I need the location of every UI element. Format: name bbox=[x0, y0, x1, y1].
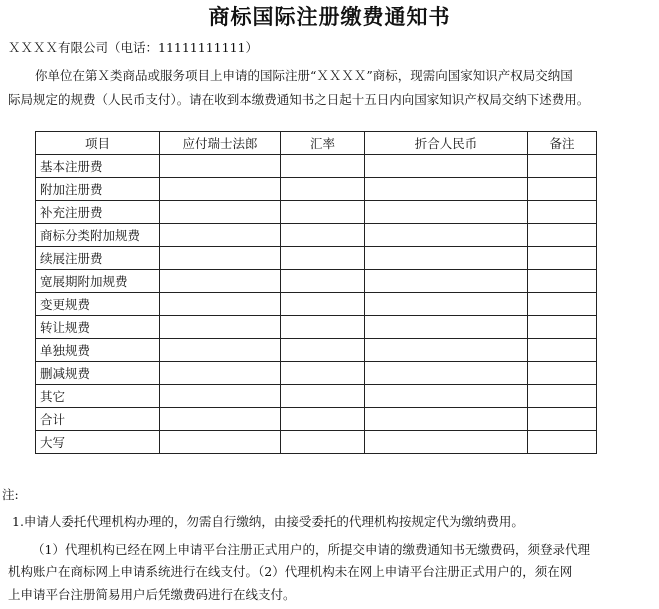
chf-amount-cell bbox=[160, 201, 281, 224]
rmb-amount-cell bbox=[365, 178, 528, 201]
remarks-cell bbox=[528, 385, 597, 408]
remarks-cell bbox=[528, 431, 597, 454]
rmb-amount-cell bbox=[365, 316, 528, 339]
fee-item-label: 转让规费 bbox=[36, 316, 160, 339]
chf-amount-cell bbox=[160, 293, 281, 316]
remarks-cell bbox=[528, 201, 597, 224]
fee-item-label: 商标分类附加规费 bbox=[36, 224, 160, 247]
fee-item-label: 续展注册费 bbox=[36, 247, 160, 270]
fee-item-label: 单独规费 bbox=[36, 339, 160, 362]
remarks-cell bbox=[528, 316, 597, 339]
rmb-amount-cell bbox=[365, 155, 528, 178]
chf-amount-cell bbox=[160, 224, 281, 247]
recipient-line: ＸＸＸＸ有限公司（电话：11111111111） bbox=[8, 40, 258, 55]
table-row bbox=[36, 293, 597, 316]
table-row bbox=[36, 316, 597, 339]
exchange-rate-cell bbox=[281, 178, 365, 201]
rmb-amount-cell bbox=[365, 270, 528, 293]
rmb-amount-cell bbox=[365, 385, 528, 408]
chf-amount-cell bbox=[160, 270, 281, 293]
table-row bbox=[36, 201, 597, 224]
rmb-amount-cell bbox=[365, 247, 528, 270]
remarks-cell bbox=[528, 293, 597, 316]
header-chf-amount: 应付瑞士法郎 bbox=[160, 132, 281, 155]
table-row bbox=[36, 431, 597, 454]
chf-amount-cell bbox=[160, 408, 281, 431]
exchange-rate-cell bbox=[281, 362, 365, 385]
chf-amount-cell bbox=[160, 316, 281, 339]
exchange-rate-cell bbox=[281, 431, 365, 454]
header-rmb-amount: 折合人民币 bbox=[365, 132, 528, 155]
chf-amount-cell bbox=[160, 385, 281, 408]
chf-amount-cell bbox=[160, 247, 281, 270]
exchange-rate-cell bbox=[281, 316, 365, 339]
exchange-rate-cell bbox=[281, 201, 365, 224]
rmb-amount-cell bbox=[365, 224, 528, 247]
intro-paragraph-line-1: 你单位在第Ｘ类商品或服务项目上申请的国际注册“ＸＸＸＸ”商标，现需向国家知识产权局交纳国 bbox=[35, 68, 573, 83]
table-row bbox=[36, 270, 597, 293]
document-title: 商标国际注册缴费通知书 bbox=[208, 5, 451, 29]
remarks-cell bbox=[528, 155, 597, 178]
header-remarks: 备注 bbox=[528, 132, 597, 155]
fee-item-label: 宽展期附加规费 bbox=[36, 270, 160, 293]
table-row bbox=[36, 362, 597, 385]
exchange-rate-cell bbox=[281, 339, 365, 362]
table-row bbox=[36, 247, 597, 270]
fee-item-label: 变更规费 bbox=[36, 293, 160, 316]
remarks-cell bbox=[528, 224, 597, 247]
remarks-cell bbox=[528, 339, 597, 362]
table-row bbox=[36, 178, 597, 201]
exchange-rate-cell bbox=[281, 408, 365, 431]
note-detail-line-1: （1）代理机构已经在网上申请平台注册正式用户的，所提交申请的缴费通知书无缴费码，须登录代理 bbox=[32, 542, 590, 557]
fee-item-label: 大写 bbox=[36, 431, 160, 454]
rmb-amount-cell bbox=[365, 339, 528, 362]
header-item: 项目 bbox=[36, 132, 160, 155]
exchange-rate-cell bbox=[281, 247, 365, 270]
fee-item-label: 其它 bbox=[36, 385, 160, 408]
remarks-cell bbox=[528, 270, 597, 293]
table-row bbox=[36, 224, 597, 247]
exchange-rate-cell bbox=[281, 293, 365, 316]
header-exchange-rate: 汇率 bbox=[281, 132, 365, 155]
exchange-rate-cell bbox=[281, 385, 365, 408]
table-row bbox=[36, 408, 597, 431]
rmb-amount-cell bbox=[365, 293, 528, 316]
fee-table bbox=[35, 131, 597, 454]
fee-item-label: 删减规费 bbox=[36, 362, 160, 385]
chf-amount-cell bbox=[160, 178, 281, 201]
fee-item-label: 补充注册费 bbox=[36, 201, 160, 224]
fee-item-label: 附加注册费 bbox=[36, 178, 160, 201]
intro-paragraph-line-2: 际局规定的规费（人民币支付）。请在收到本缴费通知书之日起十五日内向国家知识产权局交纳下述费用。 bbox=[8, 92, 590, 107]
note-item-1: 1.申请人委托代理机构办理的，勿需自行缴纳，由接受委托的代理机构按规定代为缴纳费用。 bbox=[12, 514, 524, 529]
remarks-cell bbox=[528, 178, 597, 201]
remarks-cell bbox=[528, 408, 597, 431]
chf-amount-cell bbox=[160, 339, 281, 362]
table-row bbox=[36, 385, 597, 408]
exchange-rate-cell bbox=[281, 224, 365, 247]
fee-item-label: 合计 bbox=[36, 408, 160, 431]
rmb-amount-cell bbox=[365, 201, 528, 224]
rmb-amount-cell bbox=[365, 362, 528, 385]
fee-item-label: 基本注册费 bbox=[36, 155, 160, 178]
note-detail-line-3: 上申请平台注册简易用户后凭缴费码进行在线支付。 bbox=[8, 587, 296, 602]
exchange-rate-cell bbox=[281, 155, 365, 178]
chf-amount-cell bbox=[160, 155, 281, 178]
fee-table-header-row bbox=[36, 132, 597, 155]
note-detail-line-2: 机构账户在商标网上申请系统进行在线支付。（2）代理机构未在网上申请平台注册正式用户的，须在网 bbox=[8, 564, 573, 579]
notes-heading: 注: bbox=[2, 487, 19, 502]
exchange-rate-cell bbox=[281, 270, 365, 293]
chf-amount-cell bbox=[160, 431, 281, 454]
table-row bbox=[36, 339, 597, 362]
rmb-amount-cell bbox=[365, 408, 528, 431]
chf-amount-cell bbox=[160, 362, 281, 385]
remarks-cell bbox=[528, 247, 597, 270]
rmb-amount-cell bbox=[365, 431, 528, 454]
remarks-cell bbox=[528, 362, 597, 385]
table-row bbox=[36, 155, 597, 178]
